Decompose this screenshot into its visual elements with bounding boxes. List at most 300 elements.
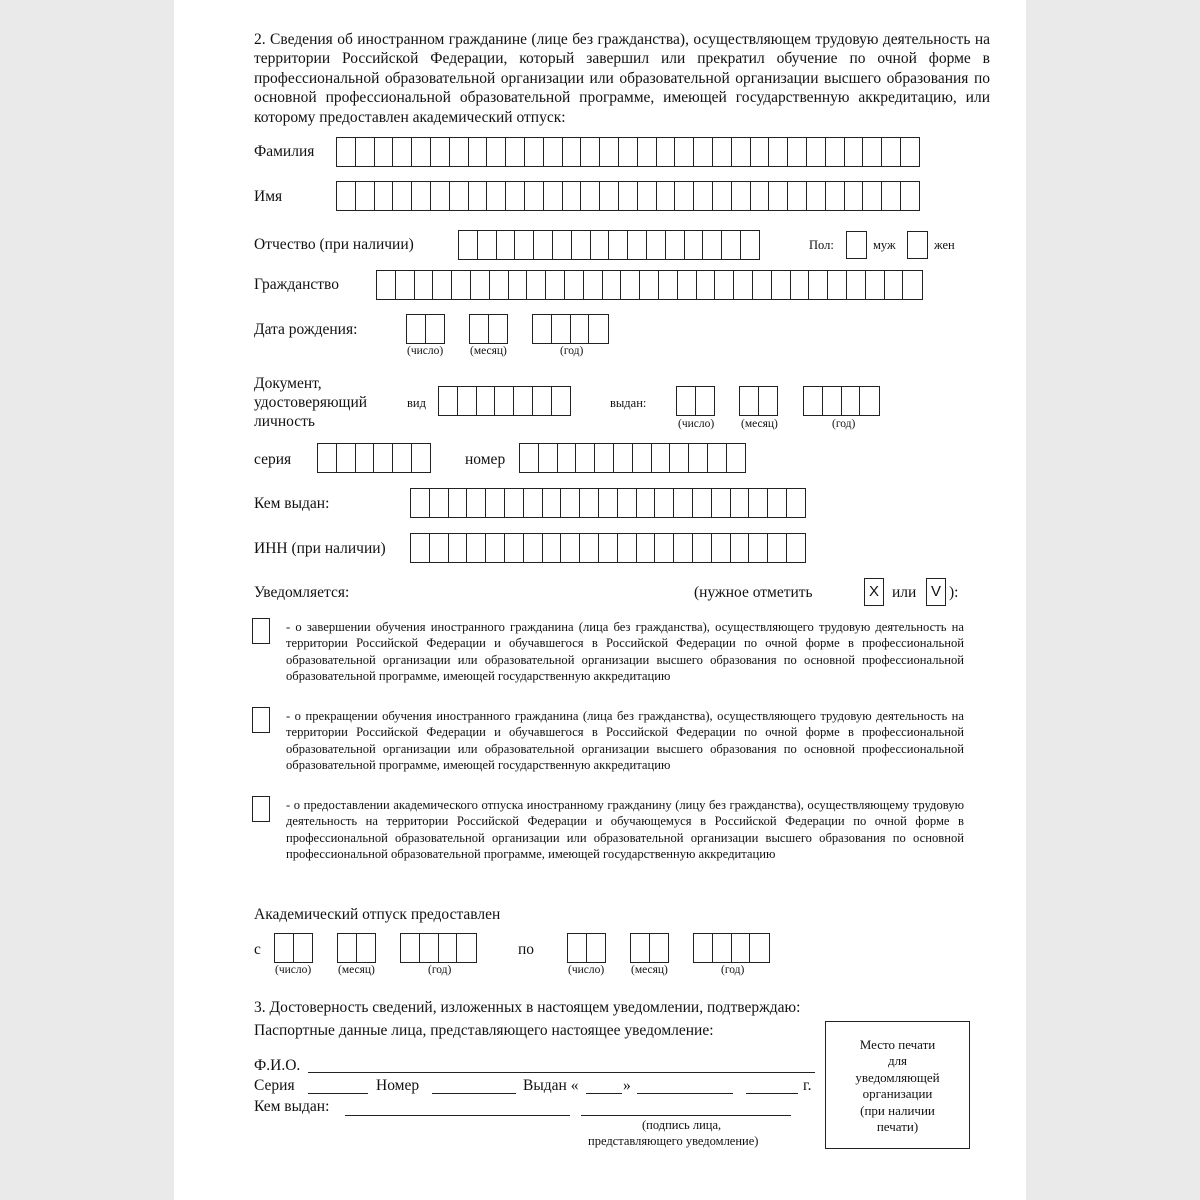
birth-day-cells[interactable] bbox=[406, 314, 445, 344]
char-cell[interactable] bbox=[392, 181, 412, 211]
char-cell[interactable] bbox=[711, 488, 731, 518]
char-cell[interactable] bbox=[588, 314, 608, 344]
char-cell[interactable] bbox=[411, 181, 431, 211]
char-cell[interactable] bbox=[844, 137, 864, 167]
sex-label: Пол: bbox=[809, 238, 834, 252]
char-cell[interactable] bbox=[580, 137, 600, 167]
char-cell[interactable] bbox=[748, 488, 768, 518]
char-cell[interactable] bbox=[676, 386, 696, 416]
form-page bbox=[174, 0, 1026, 1200]
char-cell[interactable] bbox=[651, 443, 671, 473]
char-cell[interactable] bbox=[542, 533, 562, 563]
char-cell[interactable] bbox=[844, 181, 864, 211]
char-cell[interactable] bbox=[317, 443, 337, 473]
char-cell[interactable] bbox=[707, 443, 727, 473]
char-cell[interactable] bbox=[542, 488, 562, 518]
char-cell[interactable] bbox=[862, 181, 882, 211]
char-cell[interactable] bbox=[579, 488, 599, 518]
char-cell[interactable] bbox=[524, 137, 544, 167]
char-cell[interactable] bbox=[900, 181, 920, 211]
char-cell[interactable] bbox=[654, 533, 674, 563]
char-cell[interactable] bbox=[730, 533, 750, 563]
char-cell[interactable] bbox=[337, 933, 357, 963]
birth-year-caption: (год) bbox=[560, 345, 584, 357]
char-cell[interactable] bbox=[430, 181, 450, 211]
char-cell[interactable] bbox=[806, 137, 826, 167]
char-cell[interactable] bbox=[752, 270, 772, 300]
char-cell[interactable] bbox=[570, 314, 590, 344]
birth-month-caption: (месяц) bbox=[470, 345, 507, 357]
notify-hint-or: или bbox=[892, 584, 917, 601]
stamp-text-1: Место печати bbox=[859, 1037, 936, 1052]
char-cell[interactable] bbox=[822, 386, 842, 416]
char-cell[interactable] bbox=[456, 933, 476, 963]
passport-issued-year-line[interactable] bbox=[746, 1093, 798, 1094]
char-cell[interactable] bbox=[768, 137, 788, 167]
char-cell[interactable] bbox=[806, 181, 826, 211]
char-cell[interactable] bbox=[637, 137, 657, 167]
signature-line[interactable] bbox=[581, 1115, 791, 1116]
leave-from-month-cells[interactable] bbox=[337, 933, 376, 963]
char-cell[interactable] bbox=[696, 270, 716, 300]
issued-by-label: Кем выдан: bbox=[254, 495, 330, 512]
doc-year-caption: (год) bbox=[832, 418, 856, 430]
char-cell[interactable] bbox=[524, 181, 544, 211]
char-cell[interactable] bbox=[693, 181, 713, 211]
char-cell[interactable] bbox=[355, 181, 375, 211]
birth-month-cells[interactable] bbox=[469, 314, 508, 344]
char-cell[interactable] bbox=[411, 443, 431, 473]
char-cell[interactable] bbox=[859, 386, 879, 416]
signature-caption-2: представляющего уведомление) bbox=[588, 1134, 759, 1148]
char-cell[interactable] bbox=[425, 314, 445, 344]
char-cell[interactable] bbox=[543, 181, 563, 211]
patronymic-cells[interactable] bbox=[458, 230, 760, 260]
option-completed-checkbox[interactable] bbox=[252, 618, 270, 644]
patronymic-label: Отчество (при наличии) bbox=[254, 236, 414, 253]
char-cell[interactable] bbox=[336, 137, 356, 167]
char-cell[interactable] bbox=[523, 488, 543, 518]
leave-to-label: по bbox=[518, 941, 535, 958]
char-cell[interactable] bbox=[468, 181, 488, 211]
passport-number-line[interactable] bbox=[432, 1093, 516, 1094]
char-cell[interactable] bbox=[395, 270, 415, 300]
doc-label-line2: удостоверяющий bbox=[254, 394, 368, 411]
mark-x-example: X bbox=[864, 578, 884, 606]
char-cell[interactable] bbox=[514, 230, 534, 260]
char-cell[interactable] bbox=[449, 181, 469, 211]
char-cell[interactable] bbox=[825, 181, 845, 211]
char-cell[interactable] bbox=[808, 270, 828, 300]
char-cell[interactable] bbox=[767, 488, 787, 518]
char-cell[interactable] bbox=[654, 488, 674, 518]
char-cell[interactable] bbox=[476, 386, 496, 416]
char-cell[interactable] bbox=[730, 488, 750, 518]
char-cell[interactable] bbox=[711, 533, 731, 563]
doc-month-caption: (месяц) bbox=[741, 418, 778, 430]
leave-from-month-caption: (месяц) bbox=[338, 964, 375, 976]
char-cell[interactable] bbox=[673, 533, 693, 563]
surname-cells[interactable] bbox=[336, 137, 920, 167]
char-cell[interactable] bbox=[469, 314, 489, 344]
signature-caption-1: (подпись лица, bbox=[642, 1118, 722, 1132]
passport-issued-day-line[interactable] bbox=[586, 1093, 622, 1094]
passport-series-label: Серия bbox=[254, 1077, 295, 1094]
char-cell[interactable] bbox=[449, 137, 469, 167]
char-cell[interactable] bbox=[562, 181, 582, 211]
char-cell[interactable] bbox=[740, 230, 760, 260]
char-cell[interactable] bbox=[488, 314, 508, 344]
char-cell[interactable] bbox=[575, 443, 595, 473]
char-cell[interactable] bbox=[767, 533, 787, 563]
char-cell[interactable] bbox=[620, 270, 640, 300]
char-cell[interactable] bbox=[692, 488, 712, 518]
series-cells[interactable] bbox=[317, 443, 431, 473]
char-cell[interactable] bbox=[602, 270, 622, 300]
char-cell[interactable] bbox=[557, 443, 577, 473]
char-cell[interactable] bbox=[411, 137, 431, 167]
passport-series-line[interactable] bbox=[308, 1093, 368, 1094]
char-cell[interactable] bbox=[787, 181, 807, 211]
leave-to-year-caption: (год) bbox=[721, 964, 745, 976]
char-cell[interactable] bbox=[504, 533, 524, 563]
char-cell[interactable] bbox=[485, 533, 505, 563]
char-cell[interactable] bbox=[884, 270, 904, 300]
char-cell[interactable] bbox=[702, 230, 722, 260]
char-cell[interactable] bbox=[392, 443, 412, 473]
char-cell[interactable] bbox=[438, 386, 458, 416]
char-cell[interactable] bbox=[692, 533, 712, 563]
char-cell[interactable] bbox=[684, 230, 704, 260]
char-cell[interactable] bbox=[750, 181, 770, 211]
char-cell[interactable] bbox=[545, 270, 565, 300]
char-cell[interactable] bbox=[639, 270, 659, 300]
char-cell[interactable] bbox=[523, 533, 543, 563]
char-cell[interactable] bbox=[513, 386, 533, 416]
stamp-text-4: организации bbox=[862, 1086, 933, 1102]
passport-number-label: Номер bbox=[376, 1077, 420, 1094]
char-cell[interactable] bbox=[669, 443, 689, 473]
char-cell[interactable] bbox=[494, 386, 514, 416]
char-cell[interactable] bbox=[414, 270, 434, 300]
char-cell[interactable] bbox=[400, 933, 420, 963]
char-cell[interactable] bbox=[489, 270, 509, 300]
stamp-text-6: печати) bbox=[876, 1119, 919, 1135]
stamp-text-3: уведомляющей bbox=[855, 1069, 940, 1085]
char-cell[interactable] bbox=[618, 137, 638, 167]
char-cell[interactable] bbox=[505, 137, 525, 167]
char-cell[interactable] bbox=[526, 270, 546, 300]
char-cell[interactable] bbox=[827, 270, 847, 300]
sex-female-label: жен bbox=[934, 238, 955, 252]
char-cell[interactable] bbox=[457, 386, 477, 416]
char-cell[interactable] bbox=[448, 488, 468, 518]
char-cell[interactable] bbox=[617, 488, 637, 518]
char-cell[interactable] bbox=[376, 270, 396, 300]
passport-data-label: Паспортные данные лица, представляющего настоящее уведомление: bbox=[254, 1022, 714, 1039]
char-cell[interactable] bbox=[466, 533, 486, 563]
notify-hint-suffix: ): bbox=[949, 584, 959, 601]
doc-month-cells[interactable] bbox=[739, 386, 778, 416]
series-label: серия bbox=[254, 451, 292, 468]
char-cell[interactable] bbox=[504, 488, 524, 518]
char-cell[interactable] bbox=[496, 230, 516, 260]
char-cell[interactable] bbox=[336, 181, 356, 211]
char-cell[interactable] bbox=[803, 386, 823, 416]
char-cell[interactable] bbox=[552, 230, 572, 260]
doc-year-cells[interactable] bbox=[803, 386, 880, 416]
passport-issued-month-line[interactable] bbox=[637, 1093, 733, 1094]
char-cell[interactable] bbox=[712, 181, 732, 211]
char-cell[interactable] bbox=[632, 443, 652, 473]
char-cell[interactable] bbox=[466, 488, 486, 518]
char-cell[interactable] bbox=[665, 230, 685, 260]
doc-kind-label: вид bbox=[407, 396, 426, 410]
char-cell[interactable] bbox=[646, 230, 666, 260]
leave-to-month-cells[interactable] bbox=[630, 933, 669, 963]
inn-cells[interactable] bbox=[410, 533, 806, 563]
char-cell[interactable] bbox=[865, 270, 885, 300]
char-cell[interactable] bbox=[787, 137, 807, 167]
char-cell[interactable] bbox=[786, 533, 806, 563]
section-3-heading: 3. Достоверность сведений, изложенных в настоящем уведомлении, подтверждаю: bbox=[254, 999, 801, 1016]
char-cell[interactable] bbox=[451, 270, 471, 300]
char-cell[interactable] bbox=[419, 933, 439, 963]
char-cell[interactable] bbox=[693, 137, 713, 167]
sex-female-checkbox[interactable] bbox=[907, 231, 928, 259]
char-cell[interactable] bbox=[674, 181, 694, 211]
mark-v-example: V bbox=[926, 578, 946, 606]
char-cell[interactable] bbox=[571, 230, 591, 260]
doc-issued-label: выдан: bbox=[610, 396, 647, 410]
inn-label: ИНН (при наличии) bbox=[254, 540, 386, 557]
char-cell[interactable] bbox=[846, 270, 866, 300]
leave-from-day-caption: (число) bbox=[275, 964, 312, 976]
char-cell[interactable] bbox=[505, 181, 525, 211]
leave-from-year-caption: (год) bbox=[428, 964, 452, 976]
char-cell[interactable] bbox=[485, 488, 505, 518]
char-cell[interactable] bbox=[695, 386, 715, 416]
char-cell[interactable] bbox=[748, 533, 768, 563]
doc-day-cells[interactable] bbox=[676, 386, 715, 416]
doc-label-line1: Документ, bbox=[254, 375, 322, 392]
char-cell[interactable] bbox=[562, 137, 582, 167]
char-cell[interactable] bbox=[486, 137, 506, 167]
citizenship-label: Гражданство bbox=[254, 276, 340, 293]
char-cell[interactable] bbox=[881, 181, 901, 211]
char-cell[interactable] bbox=[448, 533, 468, 563]
char-cell[interactable] bbox=[613, 443, 633, 473]
char-cell[interactable] bbox=[583, 270, 603, 300]
sex-male-label: муж bbox=[873, 238, 896, 252]
issued-by-cells[interactable] bbox=[410, 488, 806, 518]
passport-year-suffix: г. bbox=[803, 1077, 812, 1094]
char-cell[interactable] bbox=[356, 933, 376, 963]
section-2-heading: 2. Сведения об иностранном гражданине (лице без гражданства), осуществляющем трудовую деятельность на территории Российской Федерации, который завершил или прекратил обучение по очной форме в профессиональной образовательной организации или образовательной организации высшего образования по основной профессиональной образовательной программе, имеющей государственную аккредитацию, или которому предоставлен академический отпуск: bbox=[254, 31, 990, 126]
char-cell[interactable] bbox=[731, 137, 751, 167]
char-cell[interactable] bbox=[726, 443, 746, 473]
char-cell[interactable] bbox=[429, 533, 449, 563]
char-cell[interactable] bbox=[656, 137, 676, 167]
char-cell[interactable] bbox=[599, 181, 619, 211]
notify-hint-prefix: (нужное отметить bbox=[694, 584, 813, 601]
doc-label-line3: личность bbox=[254, 413, 315, 430]
char-cell[interactable] bbox=[768, 181, 788, 211]
leave-title: Академический отпуск предоставлен bbox=[254, 906, 501, 923]
char-cell[interactable] bbox=[470, 270, 490, 300]
char-cell[interactable] bbox=[739, 386, 759, 416]
passport-issued-label: Выдан « bbox=[523, 1077, 579, 1094]
leave-to-day-caption: (число) bbox=[568, 964, 605, 976]
char-cell[interactable] bbox=[590, 230, 610, 260]
char-cell[interactable] bbox=[373, 443, 393, 473]
char-cell[interactable] bbox=[673, 488, 693, 518]
passport-issued-quote: » bbox=[623, 1077, 631, 1094]
char-cell[interactable] bbox=[637, 181, 657, 211]
char-cell[interactable] bbox=[636, 488, 656, 518]
char-cell[interactable] bbox=[468, 137, 488, 167]
name-cells[interactable] bbox=[336, 181, 920, 211]
char-cell[interactable] bbox=[551, 314, 571, 344]
char-cell[interactable] bbox=[712, 137, 732, 167]
char-cell[interactable] bbox=[432, 270, 452, 300]
char-cell[interactable] bbox=[486, 181, 506, 211]
char-cell[interactable] bbox=[579, 533, 599, 563]
char-cell[interactable] bbox=[649, 933, 669, 963]
char-cell[interactable] bbox=[586, 933, 606, 963]
char-cell[interactable] bbox=[532, 386, 552, 416]
char-cell[interactable] bbox=[598, 488, 618, 518]
stamp-text-5: (при наличии bbox=[860, 1102, 935, 1118]
char-cell[interactable] bbox=[749, 933, 769, 963]
char-cell[interactable] bbox=[293, 933, 313, 963]
char-cell[interactable] bbox=[825, 137, 845, 167]
char-cell[interactable] bbox=[627, 230, 647, 260]
option-terminated-checkbox[interactable] bbox=[252, 707, 270, 733]
char-cell[interactable] bbox=[658, 270, 678, 300]
char-cell[interactable] bbox=[712, 933, 732, 963]
number-label: номер bbox=[465, 451, 506, 468]
stamp-text-2: для bbox=[887, 1053, 908, 1069]
birth-day-caption: (число) bbox=[407, 345, 444, 357]
char-cell[interactable] bbox=[274, 933, 294, 963]
char-cell[interactable] bbox=[731, 933, 751, 963]
notify-label: Уведомляется: bbox=[254, 584, 350, 601]
fio-line[interactable] bbox=[308, 1072, 815, 1073]
leave-to-year-cells[interactable] bbox=[693, 933, 770, 963]
char-cell[interactable] bbox=[900, 137, 920, 167]
char-cell[interactable] bbox=[598, 533, 618, 563]
char-cell[interactable] bbox=[374, 181, 394, 211]
char-cell[interactable] bbox=[862, 137, 882, 167]
leave-from-day-cells[interactable] bbox=[274, 933, 313, 963]
char-cell[interactable] bbox=[355, 137, 375, 167]
doc-day-caption: (число) bbox=[678, 418, 715, 430]
citizenship-cells[interactable] bbox=[376, 270, 923, 300]
char-cell[interactable] bbox=[533, 230, 553, 260]
char-cell[interactable] bbox=[410, 488, 430, 518]
char-cell[interactable] bbox=[618, 181, 638, 211]
stamp-area bbox=[825, 1021, 970, 1149]
char-cell[interactable] bbox=[392, 137, 412, 167]
char-cell[interactable] bbox=[731, 181, 751, 211]
char-cell[interactable] bbox=[336, 443, 356, 473]
char-cell[interactable] bbox=[721, 230, 741, 260]
char-cell[interactable] bbox=[580, 181, 600, 211]
char-cell[interactable] bbox=[636, 533, 656, 563]
fio-label: Ф.И.О. bbox=[254, 1057, 301, 1074]
char-cell[interactable] bbox=[758, 386, 778, 416]
char-cell[interactable] bbox=[674, 137, 694, 167]
sex-male-checkbox[interactable] bbox=[846, 231, 867, 259]
char-cell[interactable] bbox=[790, 270, 810, 300]
char-cell[interactable] bbox=[374, 137, 394, 167]
passport-issued-by-line[interactable] bbox=[345, 1115, 570, 1116]
char-cell[interactable] bbox=[594, 443, 614, 473]
char-cell[interactable] bbox=[355, 443, 375, 473]
char-cell[interactable] bbox=[477, 230, 497, 260]
name-label: Имя bbox=[254, 188, 283, 205]
leave-to-day-cells[interactable] bbox=[567, 933, 606, 963]
char-cell[interactable] bbox=[438, 933, 458, 963]
char-cell[interactable] bbox=[560, 488, 580, 518]
option-terminated-text: - о прекращении обучения иностранного гражданина (лица без гражданства), осуществляющего трудовую деятельность на территории Российской Федерации и обучавшегося в Российской Федерации по очной форме в профессиональной образовательной организации или образовательной организации высшего образования по основной профессиональной образовательной программе, имеющей государственную аккредитацию bbox=[286, 709, 964, 772]
char-cell[interactable] bbox=[617, 533, 637, 563]
option-academic-leave-checkbox[interactable] bbox=[252, 796, 270, 822]
char-cell[interactable] bbox=[429, 488, 449, 518]
birthdate-label: Дата рождения: bbox=[254, 321, 358, 338]
char-cell[interactable] bbox=[508, 270, 528, 300]
char-cell[interactable] bbox=[543, 137, 563, 167]
char-cell[interactable] bbox=[410, 533, 430, 563]
doc-kind-cells[interactable] bbox=[438, 386, 571, 416]
char-cell[interactable] bbox=[693, 933, 713, 963]
char-cell[interactable] bbox=[656, 181, 676, 211]
char-cell[interactable] bbox=[406, 314, 426, 344]
char-cell[interactable] bbox=[551, 386, 571, 416]
leave-to-month-caption: (месяц) bbox=[631, 964, 668, 976]
char-cell[interactable] bbox=[733, 270, 753, 300]
char-cell[interactable] bbox=[430, 137, 450, 167]
char-cell[interactable] bbox=[786, 488, 806, 518]
char-cell[interactable] bbox=[538, 443, 558, 473]
option-completed-text: - о завершении обучения иностранного гражданина (лица без гражданства), осуществляющего трудовую деятельность на территории Российской Федерации и обучавшегося в Российской Федерации по очной форме в профессиональной образовательной организации или образовательной организации высшего образования по основной профессиональной образовательной программе, имеющей государственную аккредитацию bbox=[286, 620, 964, 683]
char-cell[interactable] bbox=[841, 386, 861, 416]
char-cell[interactable] bbox=[677, 270, 697, 300]
surname-label: Фамилия bbox=[254, 143, 315, 160]
char-cell[interactable] bbox=[599, 137, 619, 167]
char-cell[interactable] bbox=[688, 443, 708, 473]
char-cell[interactable] bbox=[771, 270, 791, 300]
char-cell[interactable] bbox=[564, 270, 584, 300]
char-cell[interactable] bbox=[630, 933, 650, 963]
char-cell[interactable] bbox=[458, 230, 478, 260]
char-cell[interactable] bbox=[881, 137, 901, 167]
number-cells[interactable] bbox=[519, 443, 746, 473]
char-cell[interactable] bbox=[519, 443, 539, 473]
option-academic-leave-text: - о предоставлении академического отпуска иностранному гражданину (лицу без гражданства), осуществляющему трудовую деятельность на территории Российской Федерации и обучающемуся в Российской Федерации по очной форме в профессиональной образовательной организации или образовательной организации высшего образования по основной профессиональной образовательной программе, имеющей государственную аккредитацию bbox=[286, 798, 964, 861]
birth-year-cells[interactable] bbox=[532, 314, 609, 344]
char-cell[interactable] bbox=[532, 314, 552, 344]
char-cell[interactable] bbox=[608, 230, 628, 260]
leave-from-year-cells[interactable] bbox=[400, 933, 477, 963]
char-cell[interactable] bbox=[902, 270, 922, 300]
char-cell[interactable] bbox=[567, 933, 587, 963]
char-cell[interactable] bbox=[750, 137, 770, 167]
passport-issued-by-label: Кем выдан: bbox=[254, 1098, 330, 1115]
char-cell[interactable] bbox=[560, 533, 580, 563]
char-cell[interactable] bbox=[714, 270, 734, 300]
